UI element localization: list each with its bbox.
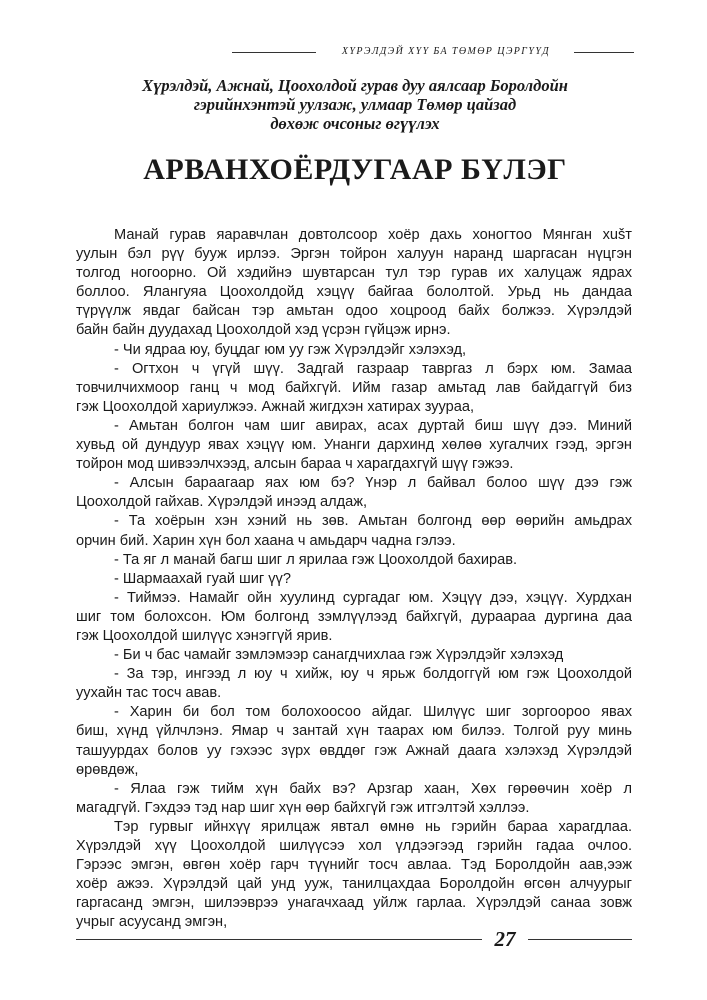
text-line: товчилчихмоор ганц ч мод байхгүй. Ийм газар амьтад лав байдаггүй биз — [76, 379, 632, 396]
text-line: учрыг асуусанд эмгэн, — [76, 914, 228, 931]
text-line: түрүүлж явдаг байсан тэр амьтан одоо хоцроод байх болжээ. Хүрэлдэй — [76, 303, 632, 320]
text-line: - Би ч бас чамайг зэмлэмээр санагдчихлаа гэж Хүрэлдэйг хэлэхэд — [114, 647, 564, 664]
page-footer — [0, 924, 707, 954]
text-line: байн байн дуудахад Цоохолдой хэд үсрэн гүйцэж ирнэ. — [76, 322, 451, 339]
text-line: - Амьтан болгон чам шиг авирах, асах дуртай биш шүү дээ. Миний — [114, 417, 632, 434]
text-line: - Харин би бол том болохоосоо айдаг. Шилүүс шиг зоргоороо явах — [114, 704, 632, 721]
text-line: уулын бэл рүү бууж ирлээ. Эргэн тойрон халуун наранд шаргасан нүцгэн — [76, 246, 632, 263]
text-line: орчин бий. Харин хүн бол хаана ч амьдарч чадна гэлээ. — [76, 532, 456, 549]
chapter-title: АРВАНХОЁРДУГААР БҮЛЭГ — [143, 153, 567, 186]
text-line: - За тэр, ингээд л юу ч хийж, юу ч ярьж болдоггүй юм гэж Цоохолдой — [114, 666, 632, 683]
page-number: 27 — [494, 927, 516, 951]
text-line: тойрон мод шивээлчхээд, алсын бараа ч харагдахгүй шүү гэжээ. — [76, 456, 514, 473]
header-rule-right — [574, 52, 634, 53]
text-line: боллоо. Ялангуяа Цоохолдойд хэцүү байгаа бололтой. Урьд нь дандаа — [76, 284, 632, 301]
text-line: - Та яг л манай багш шиг л ярилаа гэж Цоохолдой бахирав. — [114, 551, 518, 568]
text-line: гэж Цоохолдой шилүүс хэнэггүй ярив. — [76, 627, 333, 644]
text-line: - Ялаа гэж тийм хүн байх вэ? Арзгар хаан, Хөх гөрөөчин хоёр л — [114, 780, 632, 797]
text-line: Гэрээс эмгэн, өвгөн хоёр гарч түүнийг тосч авлаа. Тэд Боролдойн аав,ээж — [76, 857, 632, 874]
text-line: хоёр ажээ. Хүрэлдэй цай унд ууж, танилцахдаа Боролдойн өгсөн алчуурыг — [76, 876, 632, 893]
footer-rule-right — [528, 939, 632, 940]
text-line: биш, хүнд үйлчлэнэ. Ямар ч зантай хүн таарах юм билээ. Толгой руу минь — [76, 723, 632, 740]
body-text — [76, 226, 632, 932]
text-line: - Тиймээ. Намайг ойн хуулинд сургадаг юм. Хэцүү дээ, хэцүү. Хурдхан — [114, 589, 632, 606]
text-line: магадгүй. Гэхдээ тэд нар шиг хүн өөр байхгүй гэж итгэлтэй хэллээ. — [76, 799, 530, 816]
text-line: өрөвдөж, — [76, 761, 139, 778]
running-head-text: ХҮРЭЛДЭЙ ХҮҮ БА ТӨМӨР ЦЭРГҮҮД — [341, 46, 551, 57]
text-line: - Та хоёрын хэн хэний нь зөв. Амьтан болгонд өөр өөрийн амьдрах — [114, 513, 632, 530]
text-line: хувьд ой дундуур явах хэцүү юм. Унанги дархинд хөлөө хугалчих гээд, эргэн — [76, 437, 632, 454]
text-line: Цоохолдой гайхав. Хүрэлдэй инээд алдаж, — [76, 494, 368, 511]
text-line: - Алсын бараагаар яах юм бэ? Үнэр л байвал болоо шүү дээ гэж — [114, 475, 632, 492]
text-line: - Огтхон ч үгүй шүү. Задгай газраар тавргаз л бэрх юм. Замаа — [114, 360, 632, 377]
text-line: шиг том болохсон. Юм болгонд зэмлүүлээд байхгүй, дураараа дургина даа — [76, 608, 632, 625]
footer-rule-left — [76, 939, 482, 940]
text-line: гаргасанд эмгэн, шилээврээ унагачхаад уйлж гарлаа. Хүрэлдэй санаа зовж — [76, 895, 632, 912]
running-head — [0, 44, 707, 60]
text-line: уухайн тас тосч авав. — [76, 685, 222, 702]
text-line: Тэр гурвыг ийнхүү ярилцаж явтал өмнө нь гэрийн бараа харагдлаа. — [114, 818, 632, 835]
text-line: ташуурдах болов уу гэхээс зүрх өвддөг гэж Ажнай даага хэлэхэд Хүрэлдэй — [76, 742, 632, 759]
chapter-summary-line: гэрийнхэнтэй уулзаж, улмаар Төмөр цайзад — [193, 95, 517, 114]
chapter-summary-line: дөхөж очсоныг өгүүлэх — [270, 114, 440, 133]
chapter-summary-line: Хүрэлдэй, Ажнай, Цоохолдой гурав дуу аялсаар Боролдойн — [142, 76, 568, 95]
text-line: Хүрэлдэй хүү Цоохолдой шилүүсээ хол үлдээгээд гэрийн гадаа очлоо. — [76, 838, 632, 854]
chapter-summary — [120, 76, 590, 133]
text-line: - Чи ядраа юу, буцдаг юм уу гэж Хүрэлдэйг хэлэхэд, — [114, 341, 467, 358]
text-line: - Шармаахай гуай шиг үү? — [114, 570, 291, 587]
text-line: Манай гурав яаравчлан довтолсоор хоёр дахь хоногтоо Мянган хušт — [114, 227, 632, 243]
text-line: гэж Цоохолдой хариулжээ. Ажнай жигдхэн хатирах зуураа, — [76, 398, 475, 415]
text-line: толгод ногоорно. Ой хэдийнэ шувтарсан тул тэр гурав их халуцаж ядрах — [76, 265, 632, 282]
header-rule-left — [232, 52, 316, 53]
